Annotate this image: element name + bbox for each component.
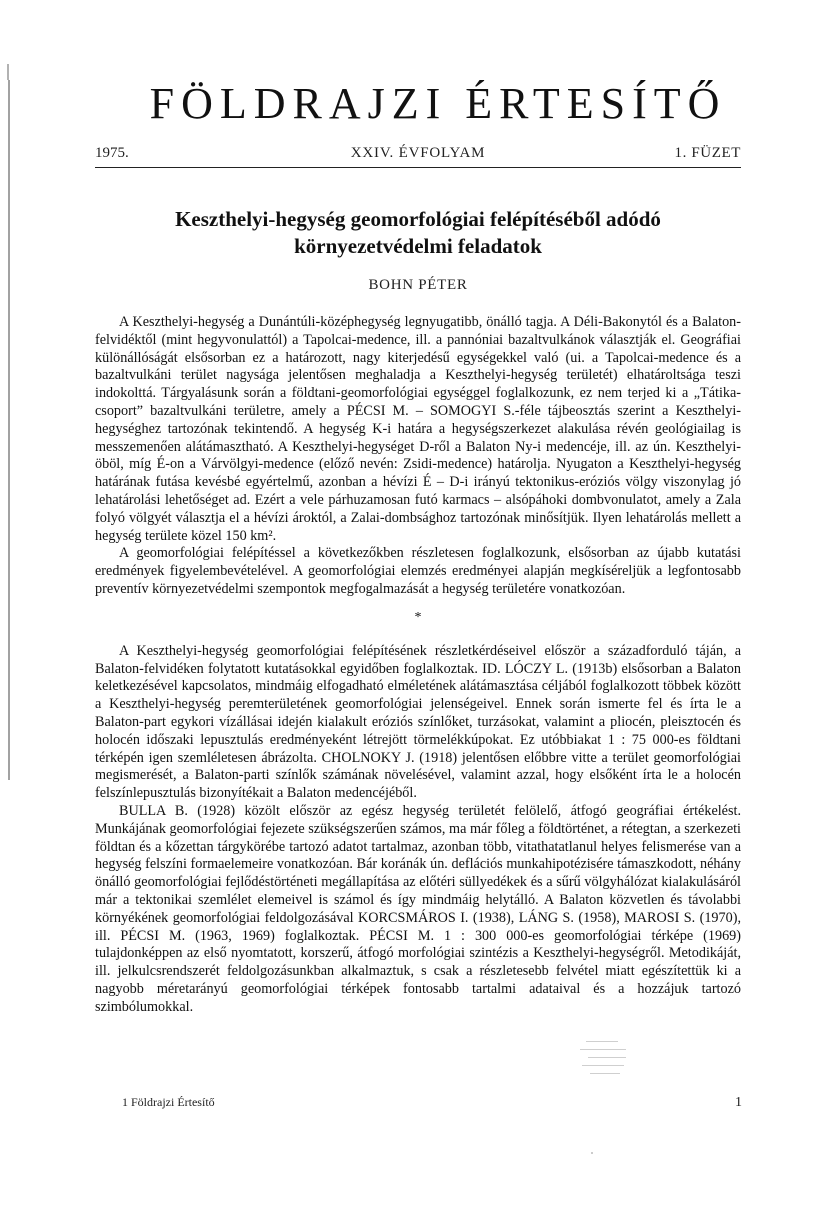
article-body	[95, 314, 741, 1016]
body-paragraph: A Keszthelyi-hegység geomorfológiai felépítésének részletkérdéseivel először a századforduló táján, a Balaton-felvidéken folytatott kutatásokkal egyidőben foglalkoztak. ID. LÓCZY L. (1913b) elsősorban a Balaton keletkezésével kapcsolatos, mindmáig elfogadható elméletének alátámasztása céljából foglalkozott többek között a Keszthelyi-hegység peremterületének geomorfológiai jelenségeivel. Ennek során ismerte fel és írta le a Balaton-part egykori vízállásai idején kialakult eróziós színlőket, turzásokat, valamint a pliocén, pleisztocén és holocén időszaki lepusztulás eredményeként létrejött törmelékkúpokat. Ez utóbbiakat 1 : 75 000-es földtani térképén igen szemléletesen ábrázolta. CHOLNOKY J. (1918) jelentősen előbbre vitte a terület geomorfológiai megismerését, a Balaton-parti színlők számának növelésével, valamint azzal, hogy elsőként írta le a holocén felszínlepusztulás bizonyítékait a Balaton medencéjéből.	[95, 642, 741, 802]
body-paragraph: A geomorfológiai felépítéssel a következőkben részletesen foglalkozunk, elsősorban az újabb kutatási eredmények figyelembevételével. A geomorfológiai elemzés eredményei alapján megkíséreljük a legfontosabb preventív környezetvédelmi szempontok megfogalmazását a hegység területére vonatkozóan.	[95, 545, 741, 597]
body-paragraph: A Keszthelyi-hegység a Dunántúli-középhegység legnyugatibb, önálló tagja. A Déli-Bakonytól és a Balaton-felvidéktől (mint hegyvonulattól) a Tapolcai-medence, ill. a pannóniai bazaltvulkánok választják el. Geográfiai különállóságát elsősorban ez a határozott, nagy kiterjedésű egységekkel való (ui. a Tapolcai-medence és a bazaltvulkáni terület nagysága jelentősen meghaladja a Keszthelyi-hegység területét) elhatároltsága teszi indokolttá. Tárgyalásunk során a földtani-geomorfológiai egységgel foglalkozunk, ez nem terjed ki a „Tátika-csoport” bazaltvulkáni területre, amely a PÉCSI M. – SOMOGYI S.-féle tájbeosztás szerint a Keszthelyi-hegységhez tartozónak tekintendő. A hegység K-i határa a hegységszerkezet alakulása révén geológiailag is messzemenően alátámasztható. A Keszthelyi-hegységet D-ről a Balaton Ny-i medencéje, ill. az ún. Keszthelyi-öböl, míg É-on a Várvölgyi-medence (előző nevén: Zsidi-medence) határolja. Nyugaton a Keszthelyi-hegység határának futása kevésbé egyértelmű, azonban a hévízi É – D-i irányú tektonikus-eróziós völgy viszonylag jó lehatárolási lehetőséget ad. Ezért a vele párhuzamosan futó karmacs – alsópáhoki dombvonulatot, amely a Zala folyó völgyét választja el a hévízi ároktól, a Zalai-dombsághoz tartozónak minősítjük. Ilyen lehatárolás mellett a hegység területe közel 150 km².	[95, 314, 741, 544]
journal-volume: XXIV. ÉVFOLYAM	[350, 145, 486, 161]
header-rule	[95, 167, 741, 168]
body-paragraph: BULLA B. (1928) közölt először az egész hegység területét felölelő, átfogó geográfiai értékelést. Munkájának geomorfológiai fejezete szükségszerűen számos, ma már főleg a földtörténet, a rétegtan, a szerkezeti földtan és a kőzettan tárgykörébe tartozó adatot tartalmaz, azonban több, vitathatatlanul helyes felismerése van a hegység felszíni formaelemeire vonatkozóan. Bár koránák ún. deflációs munkahipotézisére támaszkodott, néhány önálló geomorfológiai fejlődéstörténeti megállapítása az előtéri süllyedékek és a sűrű völgyhálózat kialakulásáról már a tektonikai szemlélet elemeivel is számol és így mindmáig helytálló. A Balaton közvetlen és távolabbi környékének geomorfológiai feldolgozásával KORCSMÁROS I. (1938), LÁNG S. (1958), MAROSI S. (1970), ill. PÉCSI M. (1963, 1969) foglalkoztak. PÉCSI M. 1 : 300 000-es geomorfológiai térképe (1969) tulajdonképpen az első nyomtatott, korszerű, átfogó morfológiai szintézis a Keszthelyi-hegységről. Metodikáját, ill. jelkulcsrendszerét feldolgozásunkban alkalmaztuk, s csak a részletesebb felvétel miatt egészítettük ki a nagyobb méretarányú geomorfológiai térképek fontosabb tartalmi adataival és a hozzájuk tartozó szimbólumokkal.	[95, 802, 741, 1015]
footer-signature: 1 Földrajzi Értesítő	[122, 1095, 215, 1109]
scan-speck	[591, 1152, 593, 1154]
article-author: BOHN PÉTER	[368, 277, 468, 293]
journal-title: FÖLDRAJZI ÉRTESÍTŐ	[149, 79, 727, 128]
journal-year: 1975.	[95, 145, 129, 161]
faint-library-stamp	[578, 1037, 634, 1083]
section-separator: *	[414, 609, 422, 625]
journal-issue: 1. FÜZET	[674, 145, 741, 161]
page-number: 1	[735, 1095, 742, 1110]
article-title: Keszthelyi-hegység geomorfológiai felépítéséből adódó környezetvédelmi feladatok	[175, 207, 661, 258]
scan-edge-mark	[7, 64, 9, 80]
scan-edge-rule	[8, 80, 10, 780]
